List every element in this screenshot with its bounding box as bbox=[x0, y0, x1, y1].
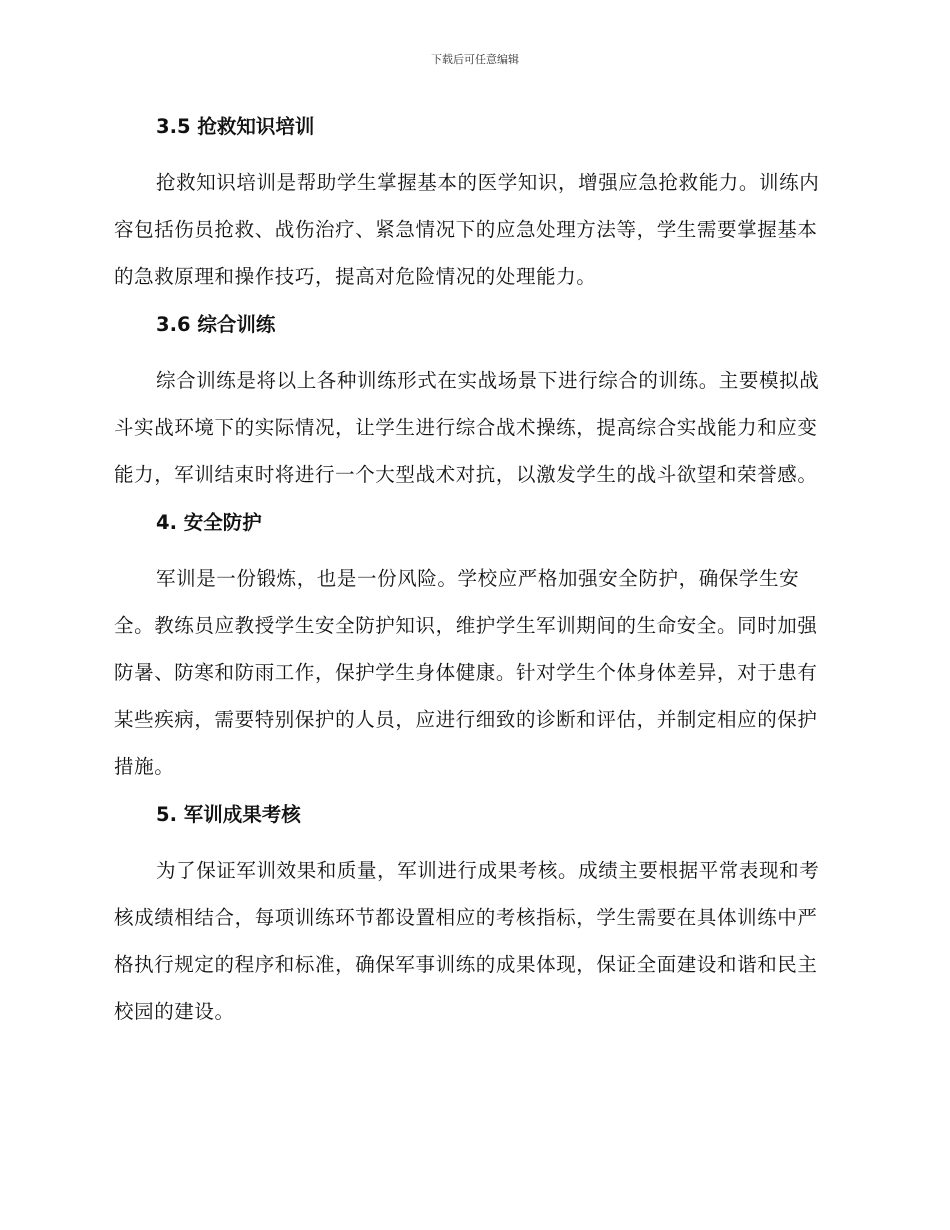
section-paragraph-4: 军训是一份锻炼，也是一份风险。学校应严格加强安全防护，确保学生安全。教练员应教授学生安全防护知识，维护学生军训期间的生命安全。同时加强防暑、防寒和防雨工作，保护学生身体健康。针对学生个体身体差异，对于患有某些疾病，需要特别保护的人员，应进行细致的诊断和评估，并制定相应的保护措施。 bbox=[114, 567, 818, 778]
page-header-note: 下载后可任意编辑 bbox=[431, 53, 519, 66]
section-heading-3-6: 3.6 综合训练 bbox=[156, 313, 276, 336]
section-heading-3-5: 3.5 抢救知识培训 bbox=[156, 115, 315, 138]
section-heading-5: 5. 军训成果考核 bbox=[156, 803, 301, 826]
document-body bbox=[114, 110, 834, 1043]
section-paragraph-3-5: 抢救知识培训是帮助学生掌握基本的医学知识，增强应急抢救能力。训练内容包括伤员抢救、战伤治疗、紧急情况下的应急处理方法等，学生需要掌握基本的急救原理和操作技巧，提高对危险情况的处理能力。 bbox=[114, 171, 820, 288]
section-paragraph-5: 为了保证军训效果和质量，军训进行成果考核。成绩主要根据平常表现和考核成绩相结合，每项训练环节都设置相应的考核指标，学生需要在具体训练中严格执行规定的程序和标准，确保军事训练的成果体现，保证全面建设和谐和民主校园的建设。 bbox=[114, 859, 820, 1023]
section-heading-4: 4. 安全防护 bbox=[156, 511, 262, 534]
section-paragraph-3-6: 综合训练是将以上各种训练形式在实战场景下进行综合的训练。主要模拟战斗实战环境下的实际情况，让学生进行综合战术操练，提高综合实战能力和应变能力，军训结束时将进行一个大型战术对抗，以激发学生的战斗欲望和荣誉感。 bbox=[114, 369, 820, 486]
